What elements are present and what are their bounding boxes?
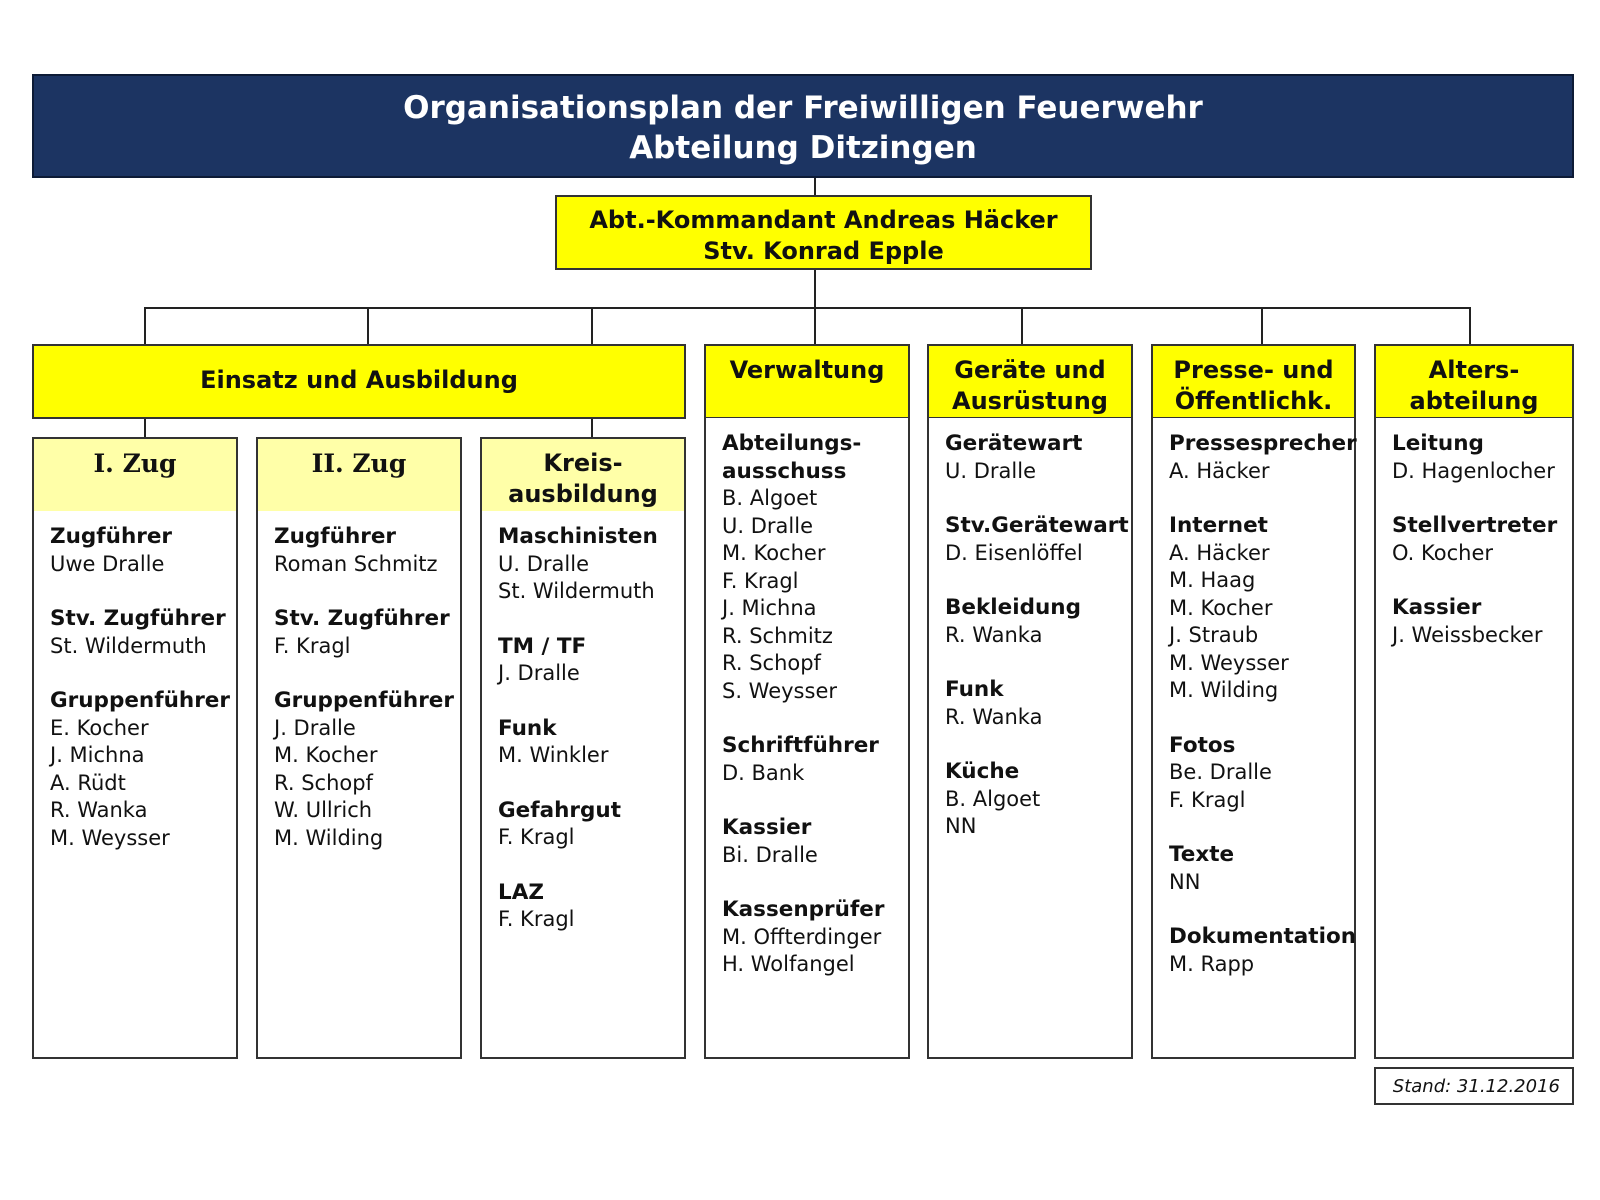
section-heading: Gerätewart: [945, 431, 1083, 456]
section: [1392, 430, 1564, 485]
column-kreisausbildung: [480, 511, 686, 1059]
connector-drop-presse: [1261, 307, 1263, 344]
section-person: Uwe Dralle: [50, 551, 165, 576]
section: [1169, 512, 1346, 705]
section-person: U. Dralle: [498, 551, 589, 576]
section: [945, 512, 1129, 567]
section-person: S. Weysser: [722, 678, 837, 703]
section: [722, 430, 900, 705]
dept-geraete-label-line1: Geräte und: [954, 356, 1106, 384]
section-person: M. Winkler: [498, 743, 609, 767]
connector-title-commander: [814, 178, 816, 195]
unit-zug2: [256, 437, 462, 513]
section-heading: Stv. Zugführer: [50, 606, 226, 631]
column-zug1: [32, 511, 238, 1059]
section-person: R. Wanka: [945, 622, 1043, 647]
section-person: D. Bank: [722, 760, 805, 785]
section-person: R. Schopf: [722, 651, 821, 675]
section: [1392, 594, 1564, 649]
dept-presse-label-line2: Öffentlichk.: [1174, 387, 1333, 415]
section: [274, 605, 452, 660]
section-person: W. Ullrich: [274, 798, 373, 822]
section-person: F. Kragl: [498, 825, 575, 849]
section-person: D. Eisenlöffel: [945, 540, 1083, 565]
section-person: B. Algoet: [945, 786, 1041, 811]
section-heading: Kassenprüfer: [722, 897, 885, 922]
section: [1169, 732, 1346, 815]
section-person: F. Kragl: [722, 568, 799, 593]
section-heading: Kassier: [1392, 595, 1482, 620]
section-person: J. Weissbecker: [1392, 622, 1543, 647]
section-person: M. Wilding: [274, 825, 384, 850]
section-person: R. Wanka: [945, 704, 1043, 729]
dept-alters-label-line2: abteilung: [1409, 387, 1539, 415]
unit-kreis-label-line1: Kreis-: [543, 449, 623, 477]
section-heading: Gefahrgut: [498, 797, 621, 823]
section-heading: Abteilungs- ausschuss: [722, 431, 862, 484]
dept-alters-label-line1: Alters-: [1428, 356, 1520, 384]
dept-altersabteilung: [1374, 344, 1574, 419]
commander-deputy: Stv. Konrad Epple: [703, 237, 944, 265]
stand-date: [1374, 1067, 1574, 1105]
connector-drop-zug1: [144, 307, 146, 344]
unit-zug1: [32, 437, 238, 513]
section: [1392, 512, 1564, 567]
section-heading: Gruppenführer: [274, 688, 454, 713]
dept-verwaltung-label: Verwaltung: [729, 356, 885, 384]
dept-geraete-und-ausruestung: [927, 344, 1133, 419]
column-altersabteilung: [1374, 418, 1574, 1059]
section-person: M. Rapp: [1169, 951, 1255, 976]
section-person: Be. Dralle: [1169, 760, 1272, 784]
connector-drop-zug2: [367, 307, 369, 344]
section-person: A. Häcker: [1169, 540, 1270, 565]
dept-presse-label-line1: Presse- und: [1173, 356, 1334, 384]
section-heading: Stv.Gerätewart: [945, 513, 1129, 538]
section-person: J. Michna: [722, 596, 817, 620]
section-person: U. Dralle: [722, 513, 813, 538]
section-person: U. Dralle: [945, 458, 1036, 483]
section: [945, 594, 1123, 649]
unit-kreis-label-line2: ausbildung: [508, 480, 658, 508]
connector-einsatz-zug1: [144, 418, 146, 439]
section: [1169, 923, 1357, 978]
section-person: F. Kragl: [1169, 787, 1246, 812]
section-person: H. Wolfangel: [722, 952, 855, 976]
section: [50, 605, 228, 660]
section-heading: TM / TF: [498, 633, 587, 659]
section-person: M. Wilding: [1169, 678, 1279, 702]
dept-presse-und-oeffentlichkeit: [1151, 344, 1356, 419]
unit-zug1-label: I. Zug: [93, 449, 177, 478]
section: [50, 687, 228, 852]
section-person: M. Kocher: [1169, 595, 1273, 620]
section-person: M. Haag: [1169, 568, 1256, 592]
section-heading: Texte: [1169, 842, 1235, 867]
section-heading: Funk: [498, 715, 557, 741]
dept-einsatz-label: Einsatz und Ausbildung: [200, 366, 518, 394]
connector-commander-bus: [814, 270, 816, 308]
section: [274, 523, 452, 578]
section-heading: Zugführer: [50, 524, 173, 549]
connector-einsatz-kreis: [591, 418, 593, 439]
section-person: Roman Schmitz: [274, 551, 438, 576]
section: [498, 523, 676, 606]
section-heading: Internet: [1169, 513, 1268, 538]
unit-kreisausbildung: [480, 437, 686, 513]
column-geraete: [927, 418, 1133, 1059]
section-person: St. Wildermuth: [498, 579, 655, 603]
connector-drop-geraete: [1021, 307, 1023, 344]
dept-geraete-label-line2: Ausrüstung: [952, 387, 1108, 415]
section-heading: Stellvertreter: [1392, 513, 1558, 538]
section: [498, 715, 676, 770]
connector-drop-alters: [1469, 307, 1471, 344]
chart-title-line1: Organisationsplan der Freiwilligen Feuerwehr: [403, 90, 1203, 126]
section: [498, 797, 676, 852]
section-person: J. Michna: [50, 743, 145, 767]
dept-einsatz-und-ausbildung: [32, 344, 686, 419]
section-person: M. Weysser: [50, 825, 170, 850]
dept-verwaltung: [704, 344, 910, 419]
section-heading: Maschinisten: [498, 524, 658, 549]
section-person: M. Offterdinger: [722, 924, 882, 949]
section-heading: Funk: [945, 677, 1004, 702]
commander-name: Abt.-Kommandant Andreas Häcker: [589, 206, 1058, 234]
section: [722, 814, 900, 869]
section-person: J. Straub: [1169, 623, 1259, 647]
section-person: J. Dralle: [274, 715, 356, 740]
section-heading: Pressesprecher: [1169, 431, 1357, 456]
section-heading: Bekleidung: [945, 595, 1081, 620]
section-person: B. Algoet: [722, 486, 818, 510]
section-person: NN: [945, 814, 977, 838]
section-person: J. Dralle: [498, 661, 580, 685]
section: [274, 687, 452, 852]
commander-box: [555, 195, 1092, 270]
section: [722, 896, 900, 979]
section-person: R. Wanka: [50, 798, 148, 822]
section-person: A. Rüdt: [50, 770, 126, 795]
section-person: R. Schmitz: [722, 623, 833, 648]
section-person: R. Schopf: [274, 770, 373, 795]
section-heading: Küche: [945, 759, 1020, 784]
section-person: D. Hagenlocher: [1392, 458, 1555, 483]
section-person: Bi. Dralle: [722, 842, 818, 867]
section-heading: Schriftführer: [722, 733, 879, 758]
section-heading: Leitung: [1392, 431, 1484, 456]
section-heading: Fotos: [1169, 732, 1236, 758]
section-heading: Stv. Zugführer: [274, 606, 450, 631]
section-person: M. Kocher: [722, 541, 826, 565]
section-person: F. Kragl: [274, 633, 351, 658]
chart-title-line2: Abteilung Ditzingen: [629, 130, 977, 166]
section-heading: Zugführer: [274, 524, 397, 549]
section: [50, 523, 228, 578]
section: [1169, 430, 1357, 485]
chart-title: [32, 74, 1574, 178]
column-zug2: [256, 511, 462, 1059]
section: [498, 633, 676, 688]
section: [945, 430, 1123, 485]
section: [722, 732, 900, 787]
section-person: E. Kocher: [50, 715, 149, 740]
section-heading: Kassier: [722, 815, 812, 840]
column-verwaltung: [704, 418, 910, 1059]
connector-drop-verwaltung: [814, 307, 816, 344]
stand-date-text: Stand: 31.12.2016: [1392, 1076, 1560, 1097]
section-person: F. Kragl: [498, 907, 575, 931]
connector-horizontal-bus: [144, 307, 1471, 309]
connector-drop-kreis: [591, 307, 593, 344]
section-heading: Dokumentation: [1169, 924, 1357, 949]
column-presse: [1151, 418, 1356, 1059]
section-person: A. Häcker: [1169, 458, 1270, 483]
section-person: O. Kocher: [1392, 540, 1494, 565]
section: [945, 758, 1123, 841]
section-person: St. Wildermuth: [50, 633, 207, 658]
section-heading: LAZ: [498, 879, 544, 905]
section: [498, 879, 676, 934]
section-heading: Gruppenführer: [50, 688, 230, 713]
section: [945, 676, 1123, 731]
section: [1169, 841, 1346, 896]
section-person: M. Kocher: [274, 743, 378, 767]
unit-zug2-label: II. Zug: [311, 449, 407, 478]
section-person: NN: [1169, 869, 1201, 894]
section-person: M. Weysser: [1169, 650, 1289, 675]
